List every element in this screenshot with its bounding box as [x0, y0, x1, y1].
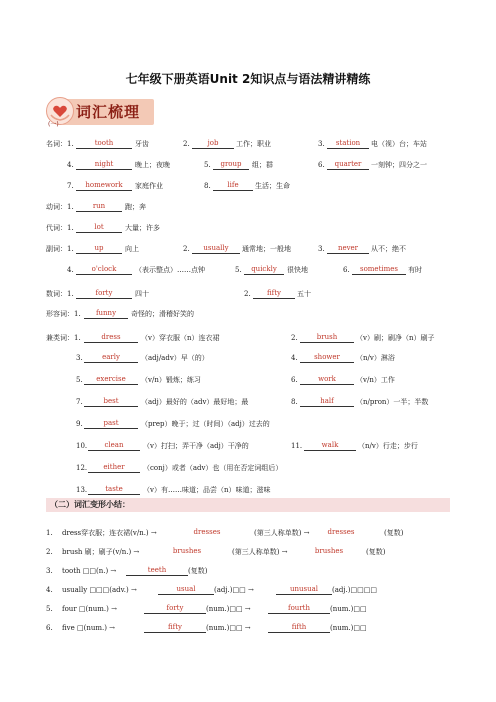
answer-blank[interactable]: dresses — [193, 528, 221, 536]
answer-blank[interactable]: quickly — [244, 265, 284, 275]
answer-blank[interactable]: dresses — [327, 528, 355, 536]
answer-blank[interactable]: best — [84, 397, 138, 407]
section-heading: 词汇梳理 — [76, 103, 141, 121]
answer-blank[interactable]: usual — [158, 585, 214, 595]
answer-blank[interactable]: never — [327, 244, 369, 254]
answer-blank[interactable]: run — [76, 202, 122, 212]
answer-blank[interactable]: job — [192, 139, 234, 149]
answer-blank[interactable]: dress — [84, 333, 138, 343]
answer-blank[interactable]: brushes — [172, 547, 202, 555]
answer-blank[interactable]: up — [76, 244, 122, 254]
answer-blank[interactable]: night — [76, 160, 132, 170]
answer-blank[interactable]: homework — [76, 181, 132, 191]
page-title: 七年级下册英语Unit 2知识点与语法精讲精练 — [125, 72, 371, 86]
word-forms-heading: （二）词汇变形小结： — [46, 498, 450, 512]
answer-blank[interactable]: fourth — [268, 604, 330, 614]
answer-blank[interactable]: tooth — [76, 139, 132, 149]
answer-blank[interactable]: either — [88, 463, 140, 473]
answer-blank[interactable]: station — [327, 139, 369, 149]
answer-blank[interactable]: taste — [88, 485, 140, 495]
answer-blank[interactable]: fifth — [268, 623, 330, 633]
answer-blank[interactable]: half — [300, 397, 354, 407]
answer-blank[interactable]: unusual — [276, 585, 332, 595]
worksheet-page: 七年级下册英语Unit 2知识点与语法精讲精练 词汇梳理 (一) 名词：1. tooth 牙齿 2. job 工作；职业 3. station 电（视）台；车站 4. night 晚上；夜晚 5. group 组；群 6. quarter 一刻钟；四分之一 7. homework 家庭作业 8. life 生活；生命 动词：1. run 跑；奔 代词：1. lot 大量；许多 副词：1. up 向上 2. usually 通常地；一般地 3. never 从不；绝不 4. o'clock （表示整点）……点钟 5. quickly 很快地 6. sometimes 有时 数词：1. forty 四十 2. fifty 五十 形容词：1. funny 奇怪的；滑稽好笑的 兼类词：1. dress （v）穿衣服（n）连衣裙 2. brush （v）刷；刷净（n）刷子 3. early （adj/adv）早（的） 4. shower （n/v）淋浴 5. exercise （v/n）锻炼；练习 6. work （v/n）工作 7. best （adj）最好的（adv）最好地；最 8. half （n/pron）一半；半数 9. past （prep）晚于；过（时间）（adj）过去的 10. clean （v）打扫；弄干净（adj）干净的 11. walk （n/v）行走；步行 12. either （conj）或者（adv）也（用在否定词组后） 13. taste （v）有……味道；品尝（n）味道；滋味 （二）词汇变形小结： 1. dress穿衣服；连衣裙(v/n.) → dresses (第三人称单数) → dresses (复数) 2. brush 刷；刷子(v/n.) → brushes (第三人称单数) → brushes (复数) 3. tooth □□(n.) → teeth (复数) 4. usually □□□(adv.) → usual (adj.)□□ → unusual (adj.)□□□□ 5. four □(num.) → forty (num.)□□ → fourth (num.)□□ 6. five □(num.) → fifty (num.)□□ → fifth (num.)□□ — [0, 0, 496, 702]
answer-blank[interactable]: walk — [304, 441, 356, 451]
answer-blank[interactable]: brushes — [314, 547, 344, 555]
answer-blank[interactable]: brush — [300, 333, 354, 343]
answer-blank[interactable]: quarter — [327, 160, 369, 170]
vocabulary-banner — [46, 97, 156, 131]
answer-blank[interactable]: funny — [84, 309, 128, 319]
answer-blank[interactable]: teeth — [126, 566, 188, 576]
answer-blank[interactable]: work — [300, 375, 354, 385]
answer-blank[interactable]: forty — [76, 289, 132, 299]
answer-blank[interactable]: usually — [192, 244, 240, 254]
answer-blank[interactable]: early — [84, 353, 138, 363]
answer-blank[interactable]: forty — [144, 604, 206, 614]
answer-blank[interactable]: past — [84, 419, 138, 429]
answer-blank[interactable]: shower — [300, 353, 354, 363]
answer-blank[interactable]: clean — [88, 441, 140, 451]
answer-blank[interactable]: exercise — [84, 375, 138, 385]
answer-blank[interactable]: fifty — [144, 623, 206, 633]
answer-blank[interactable]: o'clock — [76, 265, 132, 275]
section-number: (一) — [48, 121, 59, 128]
answer-blank[interactable]: lot — [76, 223, 122, 233]
answer-blank[interactable]: life — [213, 181, 253, 191]
answer-blank[interactable]: group — [213, 160, 249, 170]
answer-blank[interactable]: fifty — [253, 289, 295, 299]
answer-blank[interactable]: sometimes — [352, 265, 406, 275]
